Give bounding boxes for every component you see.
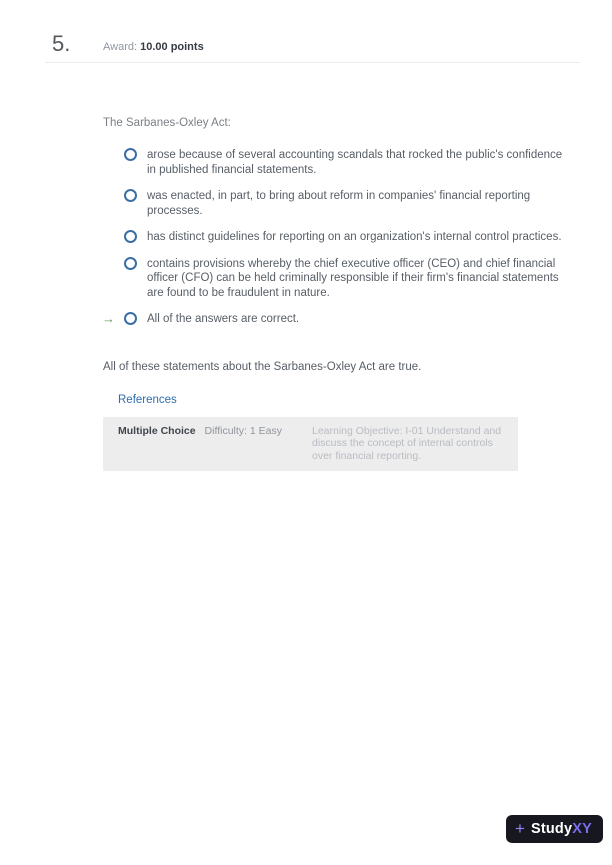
answer-option[interactable] [124, 189, 573, 218]
radio-icon[interactable] [124, 312, 137, 325]
question-metadata-box [103, 417, 518, 472]
radio-icon[interactable] [124, 257, 137, 270]
answer-option-label: All of the answers are correct. [147, 313, 300, 325]
answer-option-label: arose because of several accounting scandals that rocked the public's confidence in published financial statements. [147, 149, 563, 176]
learning-objective: Learning Objective: I-01 Understand and discuss the concept of internal controls over financial reporting. [311, 424, 502, 462]
answer-option[interactable] [124, 257, 573, 301]
correct-answer-arrow-icon: → [102, 311, 115, 326]
question-prompt: The Sarbanes-Oxley Act: [103, 117, 231, 129]
question-number: 5. [52, 31, 71, 56]
answer-options [102, 148, 573, 327]
answer-option[interactable] [124, 230, 573, 245]
studyxy-badge[interactable] [506, 815, 603, 843]
answer-option-label: contains provisions whereby the chief executive officer (CEO) and chief financial officer (CFO) can be held criminally responsible if their firm's financial statements are found to be fraudulent in nature. [147, 257, 559, 299]
answer-option-label: has distinct guidelines for reporting on an organization's internal control practices. [147, 231, 562, 243]
question-content [103, 117, 573, 471]
references-link[interactable]: References [118, 393, 177, 406]
award-line [103, 41, 204, 53]
radio-icon[interactable] [124, 189, 137, 202]
plus-icon: + [515, 819, 525, 838]
brand-name-secondary: XY [572, 821, 592, 837]
question-difficulty: Difficulty: 1 Easy [204, 424, 282, 437]
answer-option[interactable] [124, 148, 573, 177]
question-type: Multiple Choice [118, 424, 196, 437]
brand-name [531, 821, 592, 837]
header-divider [45, 62, 580, 63]
brand-name-primary: Study [530, 821, 573, 837]
radio-icon[interactable] [124, 148, 137, 161]
radio-icon[interactable] [124, 230, 137, 243]
award-label: Award: [103, 41, 138, 53]
answer-option-correct[interactable] [102, 311, 573, 327]
award-value: 10.00 points [140, 41, 204, 53]
answer-option-label: was enacted, in part, to bring about reform in companies' financial reporting processes. [147, 190, 531, 217]
answer-explanation: All of these statements about the Sarbanes-Oxley Act are true. [103, 360, 422, 373]
